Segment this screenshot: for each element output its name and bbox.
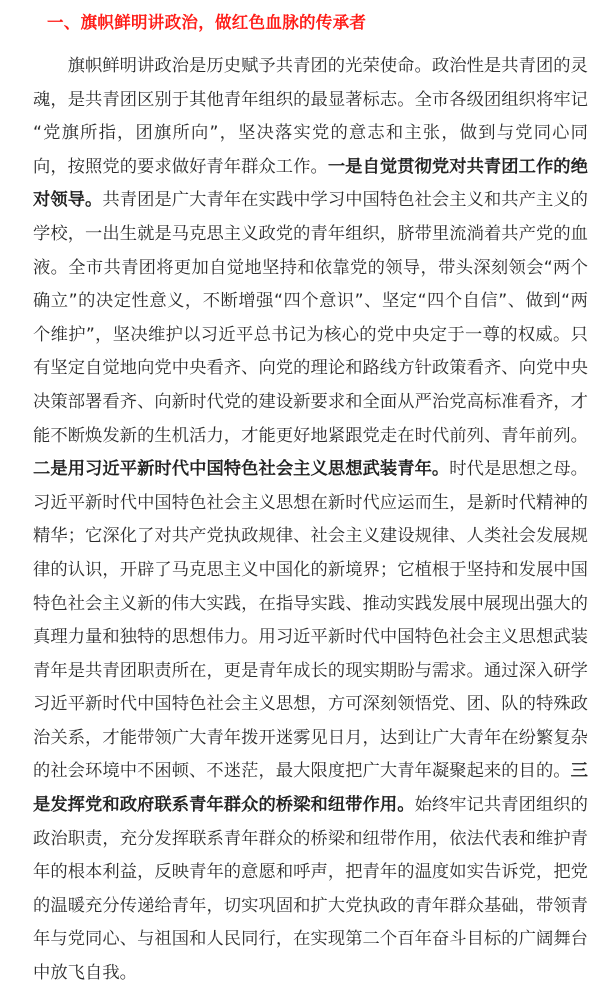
heading-body-spacer xyxy=(0,35,600,50)
page-title: 一、旗帜鲜明讲政治，做红色血脉的传承者 xyxy=(47,13,367,32)
text-segment: 旗帜鲜明讲政治是历史赋予共青团的光荣使命。政治性是共青团的灵魂，是共青团区别于其他青年组织的最显著标志。全市各级团组织将牢记“党旗所指，团旗所向”，坚决落实党的意志和主张，做到与党同心同向，按照党的要求做好青年群众工作。 xyxy=(33,56,588,177)
text-segment: 始终牢记共青团组织的政治职责，充分发挥联系青年群众的桥梁和纽带作用，依法代表和维护青年的根本利益，反映青年的意愿和呼声，把青年的温度如实告诉党，把党的温暖充分传递给青年，切实巩固和扩大党执政的青年群众基础，带领青年与党同心、与祖国和人民同行，在实现第二个百年奋斗目标的广阔舞台中放飞自我。 xyxy=(33,795,588,984)
emphasis-segment: 一是自觉贯彻党对共青团工作的绝对领导。 xyxy=(33,156,588,211)
body-paragraph xyxy=(33,50,588,991)
emphasis-segment: 三是发挥党和政府联系青年群众的桥梁和纽带作用。 xyxy=(33,761,588,816)
text-segment: 共青团是广大青年在实践中学习中国特色社会主义和共产主义的学校，一出生就是马克思主义政党的青年组织，脐带里流淌着共产党的血液。全市共青团将更加自觉地坚持和依靠党的领导，带头深刻领会“两个确立”的决定性意义，不断增强“四个意识”、坚定“四个自信”、做到“两个维护”，坚决维护以习近平总书记为核心的党中央定于一尊的权威。只有坚定自觉地向党中央看齐、向党的理论和路线方针政策看齐、向党中央决策部署看齐、向新时代党的建设新要求和全面从严治党高标准看齐，才能不断焕发新的生机活力，才能更好地紧跟党走在时代前列、青年前列。 xyxy=(33,190,589,446)
emphasis-segment: 二是用习近平新时代中国特色社会主义思想武装青年。 xyxy=(33,459,450,480)
text-segment: 时代是思想之母。习近平新时代中国特色社会主义思想在新时代应运而生，是新时代精神的精华；它深化了对共产党执政规律、社会主义建设规律、人类社会发展规律的认识，开辟了马克思主义中国化的新境界；它植根于坚持和发展中国特色社会主义新的伟大实践，在指导实践、推动实践发展中展现出强大的真理力量和独特的思想伟力。用习近平新时代中国特色社会主义思想武装青年是共青团职责所在，更是青年成长的现实期盼与需求。通过深入研学习近平新时代中国特色社会主义思想，方可深刻领悟党、团、队的特殊政治关系，才能带领广大青年拨开迷雾见日月，达到让广大青年在纷繁复杂的社会环境中不困顿、不迷茫，最大限度把广大青年凝聚起来的目的。 xyxy=(33,459,589,782)
document-body xyxy=(0,50,600,991)
